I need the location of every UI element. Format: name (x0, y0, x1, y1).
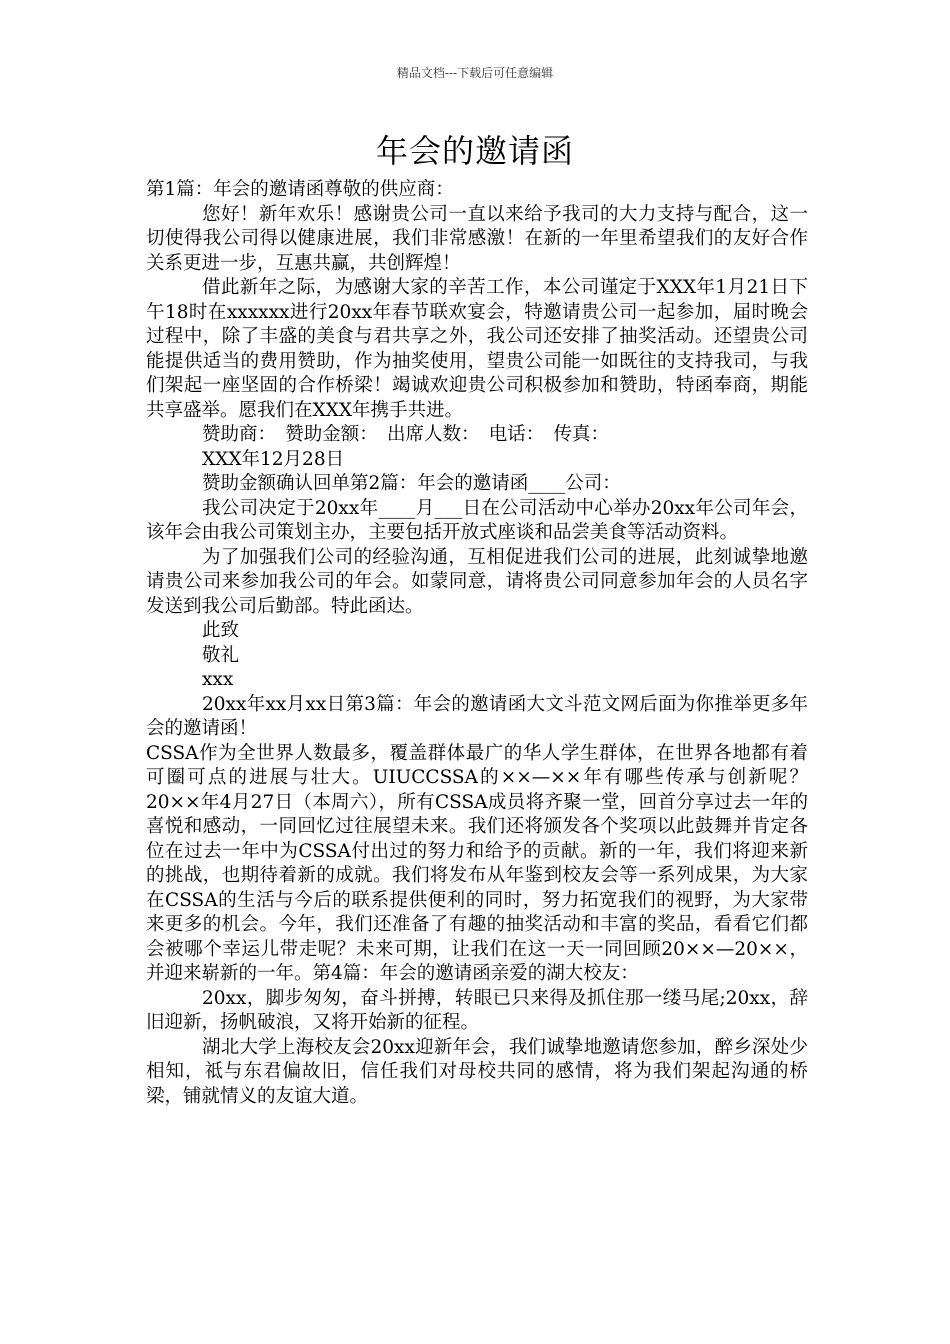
paragraph: 此致 (202, 620, 240, 641)
paragraph: 第1篇：年会的邀请函尊敬的供应商： (146, 179, 454, 200)
paragraph: 敬礼 (202, 644, 240, 666)
paragraph: xxx (202, 669, 234, 690)
paragraph: 湖北大学上海校友会20xx迎新年会，我们诚挚地邀请您参加，醉乡深处少相知，祗与东君偏故旧，信任我们对母校共同的感情，将为我们架起沟通的桥梁，铺就情义的友谊大道。 (146, 1036, 808, 1107)
document-body (146, 178, 808, 1109)
paragraph: 赞助金额确认回单第2篇：年会的邀请函____公司： (202, 473, 621, 494)
paragraph: 借此新年之际，为感谢大家的辛苦工作，本公司谨定于XXX年1月21日下午18时在xxxxxx进行20xx年春节联欢宴会，特邀请贵公司一起参加，届时晚会过程中，除了丰盛的美食与君共享之外，我公司还安排了抽奖活动。还望贵公司能提供适当的费用赞助，作为抽奖使用，望贵公司能一如既往的支持我司，与我们架起一座坚固的合作桥梁！竭诚欢迎贵公司积极参加和赞助，特函奉商，期能共享盛举。愿我们在XXX年携手共进。 (146, 277, 808, 421)
paragraph: CSSA作为全世界人数最多，覆盖群体最广的华人学生群体，在世界各地都有着可圈可点的进展与壮大。UIUCCSSA的××—××年有哪些传承与创新呢？20××年4月27日（本周六），所有CSSA成员将齐聚一堂，回首分享过去一年的喜悦和感动，一同回忆过往展望未来。我们还将颁发各个奖项以此鼓舞并肯定各位在过去一年中为CSSA付出过的努力和给予的贡献。新的一年，我们将迎来新的挑战，也期待着新的成就。我们将发布从年鉴到校友会等一系列成果，为大家在CSSA的生活与今后的联系提供便利的同时，努力拓宽我们的视野，为大家带来更多的机会。今年，我们还准备了有趣的抽奖活动和丰富的奖品，看看它们都会被哪个幸运儿带走呢？未来可期，让我们在这一天一同回顾20××—20××，并迎来崭新的一年。第4篇：年会的邀请函亲爱的湖大校友： (146, 742, 808, 984)
paragraph: 为了加强我们公司的经验沟通，互相促进我们公司的进展，此刻诚挚地邀请贵公司来参加我公司的年会。如蒙同意，请将贵公司同意参加年会的人员名字发送到我公司后勤部。特此函达。 (146, 546, 808, 617)
paragraph: 20xx年xx月xx日第3篇：年会的邀请函大文斗范文网后面为你推举更多年会的邀请函！ (146, 693, 808, 739)
page-header: 精品文档---下载后可任意编辑 (396, 66, 554, 80)
paragraph: 您好！新年欢乐！感谢贵公司一直以来给予我司的大力支持与配合，这一切使得我公司得以健康进展，我们非常感激！在新的一年里希望我们的友好合作关系更进一步，互惠共赢，共创辉煌！ (146, 203, 808, 274)
document-title: 年会的邀请函 (375, 132, 574, 170)
paragraph: XXX年12月28日 (202, 448, 345, 470)
paragraph: 赞助商： 赞助金额： 出席人数： 电话： 传真： (202, 424, 610, 445)
paragraph: 20xx，脚步匆匆，奋斗拼搏，转眼已只来得及抓住那一缕马尾;20xx，辞旧迎新，扬帆破浪，又将开始新的征程。 (146, 987, 808, 1033)
paragraph: 我公司决定于20xx年____月___日在公司活动中心举办20xx年公司年会，该年会由我公司策划主办，主要包括开放式座谈和品尝美食等活动资料。 (146, 497, 808, 543)
